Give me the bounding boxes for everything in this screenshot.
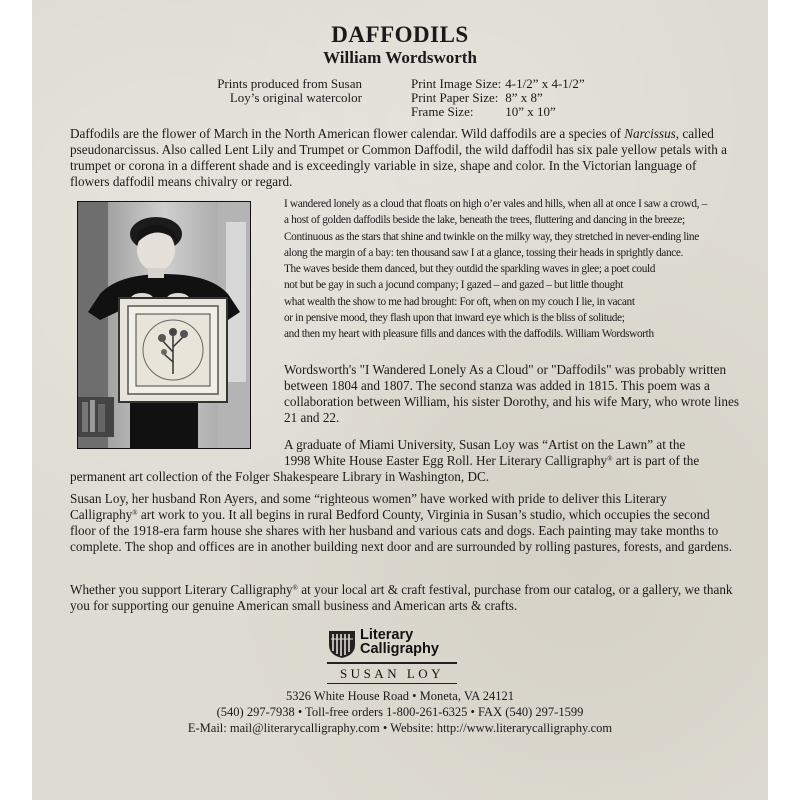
spec-label: Print Image Size: bbox=[411, 76, 502, 91]
poem-line: what wealth the show to me had brought: For oft, when on my couch I lie, in vacant bbox=[284, 295, 635, 308]
poem-line: or in pensive mood, they flash upon that inward eye which is the bliss of solitude; bbox=[284, 312, 625, 325]
registered-mark: ® bbox=[292, 584, 298, 592]
contact-web: E-Mail: mail@literarycalligraphy.com • Website: http://www.literarycalligraphy.com bbox=[187, 721, 613, 735]
bio-paragraph-top bbox=[284, 437, 754, 469]
spec-row bbox=[411, 91, 585, 105]
bio-line: A graduate of Miami University, Susan Loy was “Artist on the Lawn” at the bbox=[284, 437, 686, 452]
prints-note bbox=[182, 77, 362, 105]
poem-history-paragraph: Wordsworth's "I Wandered Lonely As a Cloud" or "Daffodils" was probably written between 1804 and 1807. The second stanza was added in 1815. This poem was a collaboration between William, his sister Dorothy, and his wife Mary, who wrote lines 21 and 22. bbox=[284, 362, 739, 425]
thanks-text: at your local art & craft festival, purchase from our catalog, or a gallery, we thank you for supporting our genuine American small business and American arts & crafts. bbox=[70, 582, 733, 613]
intro-text: , called pseudonarcissus. Also called Lent Lily and Trumpet or Common Daffodil, the wild daffodil has six pale yellow petals with a trumpet or corona in a different shade and is exceedingly variable in size, shape and color. In the Victorian language of flowers daffodil means chivalry or regard. bbox=[70, 126, 727, 189]
bio-line bbox=[284, 453, 754, 469]
spec-value: 10” x 10” bbox=[505, 104, 556, 119]
bio-line: permanent art collection of the Folger Shakespeare Library in Washington, DC. bbox=[70, 469, 490, 484]
poem-author: William Wordsworth bbox=[323, 48, 477, 67]
registered-mark: ® bbox=[607, 455, 613, 463]
spec-value: 4-1/2” x 4-1/2” bbox=[505, 76, 585, 91]
poem-line: a host of golden daffodils beside the lake, beneath the trees, fluttering and dancing in the breeze; bbox=[284, 214, 685, 227]
document-title: DAFFODILS bbox=[331, 22, 469, 47]
logo-divider bbox=[327, 662, 457, 664]
prints-note-line: Prints produced from Susan bbox=[217, 76, 362, 91]
thanks-text: Whether you support Literary Calligraphy bbox=[70, 582, 293, 597]
bio-text: art is part of the bbox=[612, 453, 700, 468]
poem-line: along the margin of a bay: ten thousand saw I at a glance, tossing their heads in sprightly dance. bbox=[284, 246, 684, 259]
poem-line: not but be gay in such a jocund company; I gazed – and gazed – but little thought bbox=[284, 279, 624, 292]
print-specs bbox=[411, 77, 585, 119]
logo-artist-name: SUSAN LOY bbox=[339, 666, 445, 681]
thanks-paragraph bbox=[70, 582, 735, 614]
logo-wordmark bbox=[360, 628, 439, 656]
logo-divider bbox=[327, 683, 457, 684]
poem-line: The waves beside them danced, but they outdid the sparkling waves in glee; a poet could bbox=[284, 263, 656, 276]
registered-mark: ® bbox=[132, 509, 138, 517]
literary-calligraphy-logo bbox=[327, 625, 467, 685]
artist-photo bbox=[77, 201, 251, 449]
spec-row bbox=[411, 77, 585, 91]
intro-text: Daffodils are the flower of March in the North American flower calendar. Wild daffodils are a species of bbox=[70, 126, 625, 141]
spec-value: 8” x 8” bbox=[505, 90, 543, 105]
species-name: Narcissus bbox=[624, 126, 676, 141]
contact-address: 5326 White House Road • Moneta, VA 24121 bbox=[286, 689, 514, 703]
spec-row bbox=[411, 105, 585, 119]
poem-line: I wandered lonely as a cloud that floats on high o’er vales and hills, when all at once I saw a crowd, – bbox=[284, 198, 707, 210]
logo-line: Literary bbox=[360, 627, 414, 643]
team-text: art work to you. It all begins in rural Bedford County, Virginia in Susan’s studio, which occupies the second floor of the 1918-era farm house she shares with her husband and various cats and dogs. Each painting may take months to complete. The shop and offices are in another building next door and are surrounded by rolling pastures, forests, and gardens. bbox=[70, 507, 733, 554]
document-page bbox=[32, 0, 768, 800]
prints-note-line: Loy’s original watercolor bbox=[229, 90, 362, 105]
spec-label: Print Paper Size: bbox=[411, 90, 499, 105]
poem-text bbox=[284, 196, 744, 343]
team-paragraph bbox=[70, 491, 735, 555]
poem-line: and then my heart with pleasure fills and dances with the daffodils. William Wordsworth bbox=[284, 328, 654, 341]
intro-paragraph bbox=[70, 126, 735, 190]
contact-phones: (540) 297-7938 • Toll-free orders 1-800-261-6325 • FAX (540) 297-1599 bbox=[216, 705, 584, 719]
logo-line: Calligraphy bbox=[360, 641, 439, 657]
team-text: Susan Loy, her husband Ron Ayers, and some “righteous women” have worked with pride to deliver this Literary Calligraphy bbox=[70, 491, 667, 522]
artist-photo-illustration bbox=[78, 202, 250, 448]
bio-text: 1998 White House Easter Egg Roll. Her Literary Calligraphy bbox=[284, 453, 608, 468]
poem-line: Continuous as the stars that shine and twinkle on the milky way, they stretched in never-ending line bbox=[284, 230, 699, 243]
crest-icon bbox=[327, 627, 357, 659]
spec-label: Frame Size: bbox=[411, 104, 474, 119]
